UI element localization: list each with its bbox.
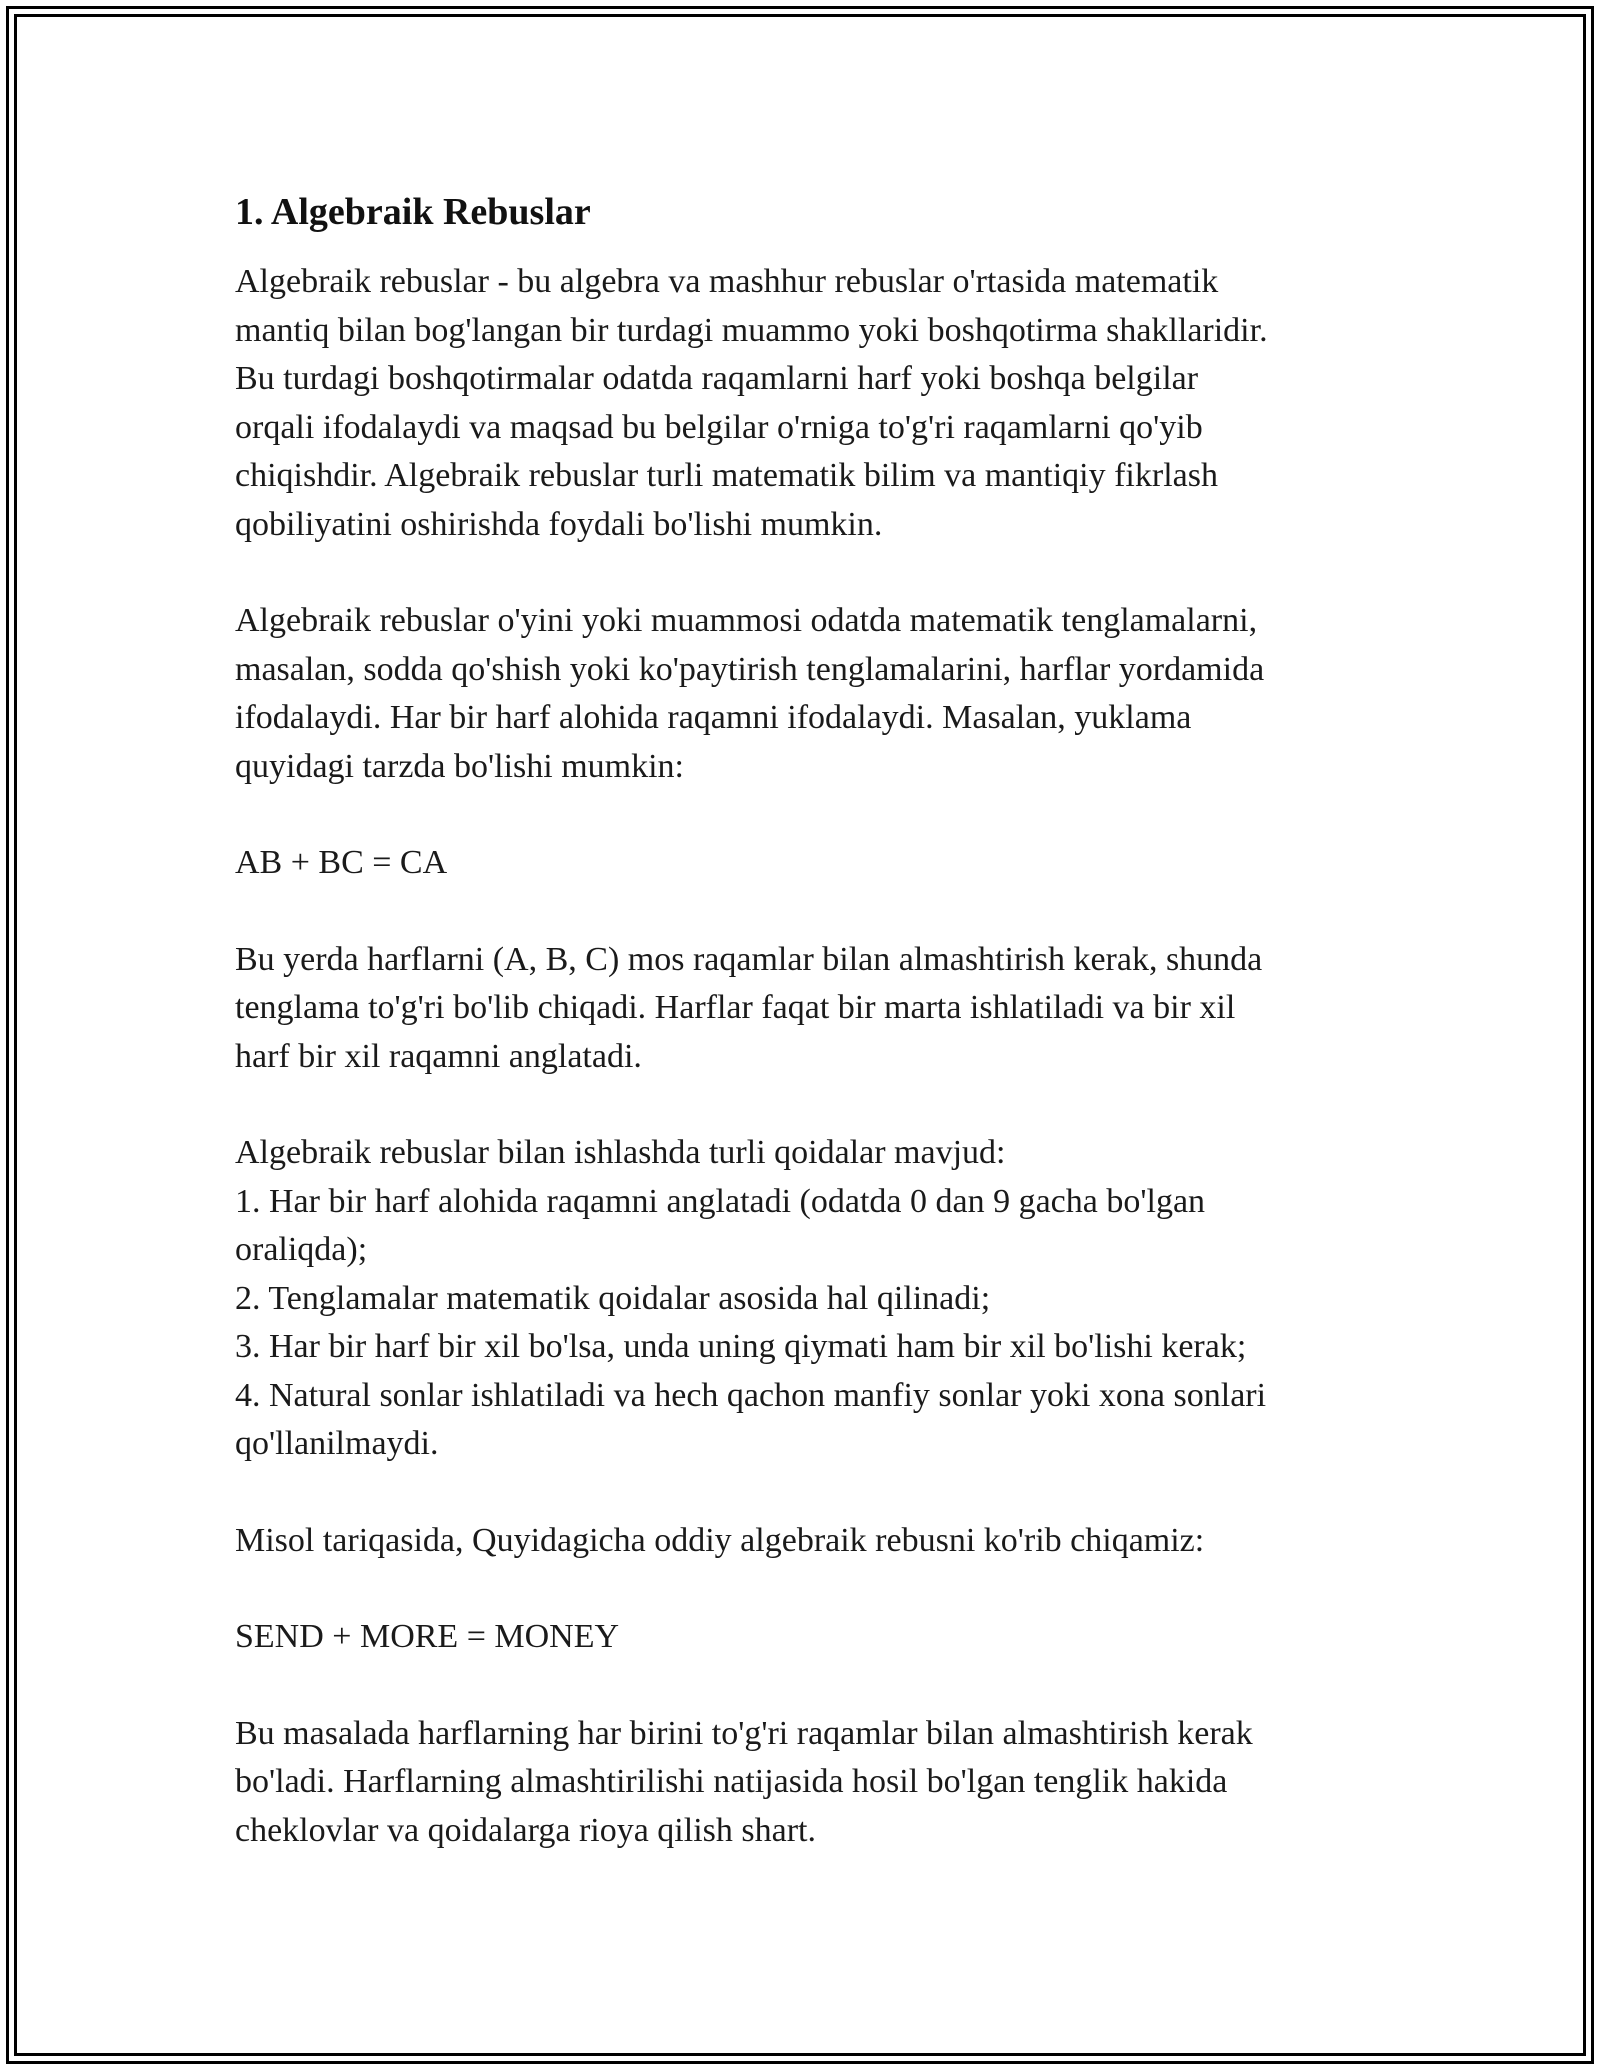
text-line: harf bir xil raqamni anglatadi.: [235, 1037, 642, 1075]
text-line: mantiq bilan bog'langan bir turdagi muammo yoki boshqotirma shakllaridir.: [235, 311, 1268, 349]
text-line: masalan, sodda qo'shish yoki ko'paytirish tenglamalarini, harflar yordamida: [235, 650, 1265, 688]
rule-item: 1. Har bir harf alohida raqamni anglatadi (odatda 0 dan 9 gacha bo'lgan: [235, 1182, 1206, 1220]
paragraph-rules: [235, 1129, 1385, 1469]
section-heading: 1. Algebraik Rebuslar: [235, 191, 591, 233]
text-line: cheklovlar va qoidalarga rioya qilish shart.: [235, 1811, 816, 1849]
paragraph-intro: [235, 258, 1385, 549]
rule-item: 2. Tenglamalar matematik qoidalar asosida hal qilinadi;: [235, 1279, 991, 1317]
rule-item: qo'llanilmaydi.: [235, 1425, 439, 1462]
paragraph-explanation: [235, 936, 1385, 1082]
paragraph-conclusion: [235, 1710, 1385, 1856]
text-line: chiqishdir. Algebraik rebuslar turli matematik bilim va mantiqiy fikrlash: [235, 457, 1218, 494]
equation-line: SEND + MORE = MONEY: [235, 1618, 620, 1655]
rule-item: 4. Natural sonlar ishlatiladi va hech qachon manfiy sonlar yoki xona sonlari: [235, 1376, 1267, 1414]
paragraph-description: [235, 597, 1385, 791]
text-line: tenglama to'g'ri bo'lib chiqadi. Harflar faqat bir marta ishlatiladi va bir xil: [235, 989, 1236, 1026]
paragraph-example-intro: [235, 1517, 1385, 1566]
equation-example-1: [235, 839, 1385, 888]
document-body: [235, 186, 1385, 1903]
text-line: Algebraik rebuslar - bu algebra va mashhur rebuslar o'rtasida matematik: [235, 263, 1219, 300]
text-line: ifodalaydi. Har bir harf alohida raqamni ifodalaydi. Masalan, yuklama: [235, 699, 1192, 736]
text-line: bo'ladi. Harflarning almashtirilishi natijasida hosil bo'lgan tenglik hakida: [235, 1763, 1228, 1800]
text-line: Misol tariqasida, Quyidagicha oddiy algebraik rebusni ko'rib chiqamiz:: [235, 1521, 1205, 1559]
equation-example-2: [235, 1613, 1385, 1662]
text-line: orqali ifodalaydi va maqsad bu belgilar o'rniga to'g'ri raqamlarni qo'yib: [235, 408, 1203, 446]
text-line: Algebraik rebuslar o'yini yoki muammosi odatda matematik tenglamalarni,: [235, 602, 1258, 639]
text-line: quyidagi tarzda bo'lishi mumkin:: [235, 747, 685, 785]
text-line: Algebraik rebuslar bilan ishlashda turli qoidalar mavjud:: [235, 1134, 1006, 1171]
text-line: Bu turdagi boshqotirmalar odatda raqamlarni harf yoki boshqa belgilar: [235, 360, 1199, 397]
rule-item: 3. Har bir harf bir xil bo'lsa, unda uning qiymati ham bir xil bo'lishi kerak;: [235, 1328, 1247, 1365]
rule-item: oraliqda);: [235, 1231, 368, 1268]
equation-line: AB + BC = CA: [235, 844, 448, 881]
text-line: Bu masalada harflarning har birini to'g'ri raqamlar bilan almashtirish kerak: [235, 1714, 1253, 1752]
text-line: qobiliyatini oshirishda foydali bo'lishi mumkin.: [235, 505, 883, 543]
text-line: Bu yerda harflarni (A, B, C) mos raqamlar bilan almashtirish kerak, shunda: [235, 940, 1263, 978]
